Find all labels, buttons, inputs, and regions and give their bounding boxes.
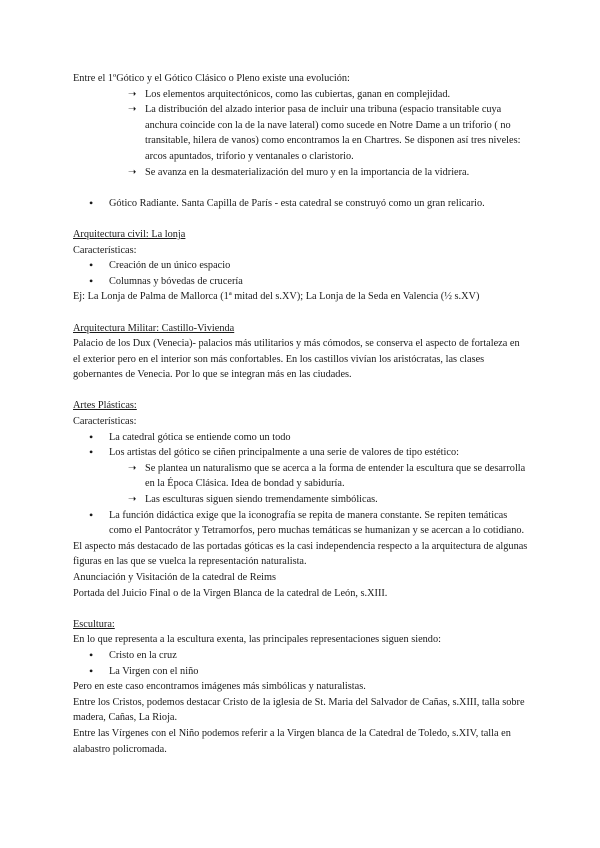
characteristics-label: Características:: [73, 416, 137, 428]
military-paragraph: Palacio de los Dux (Venecia)- palacios más utilitarios y más cómodos, se conserva el aspecto de fortaleza en el exterior pero en el interior son más confortables. En los castillos vivían los aristócratas, las clases gobernantes de Venecia. Por lo que se integran más en las ciudades.: [73, 338, 520, 381]
list-item: • Cristo en la cruz: [73, 648, 529, 664]
intro-paragraph: Entre el 1ºGótico y el Gótico Clásico o Pleno existe una evolución:: [73, 73, 350, 84]
reims-paragraph: Anunciación y Visitación de la catedral de Reims: [73, 572, 277, 583]
cristos-paragraph: Entre los Cristos, podemos destacar Cristo de la iglesia de St. Maria del Salvador de Cañas, s.XIII, talla sobre madera, Cañas, La Rioja.: [73, 696, 525, 724]
leon-paragraph: Portada del Juicio Final o de la Virgen Blanca de la catedral de León, s.XIII.: [73, 587, 388, 599]
list-item: [73, 445, 529, 507]
list-item: • Creación de un único espacio: [73, 258, 529, 274]
list-item: ➝ La distribución del alzado interior pasa de incluir una tribuna (espacio transitable cuya anchura coincide con la de la nave lateral) como sucede en Notre Dame a un triforio ( no transitable, hilera de vanos) como encontramos la en Chartres. Se disponen así tres niveles: arcos apuntados, triforio y ventanales o claristorio.: [73, 102, 529, 164]
civil-example: Ej: La Lonja de Palma de Mallorca (1ª mitad del s.XV); La Lonja de la Seda en Valencia (½ s.XV): [73, 291, 480, 303]
radiant-gothic-list: [73, 196, 529, 212]
sculpture-list: [73, 648, 529, 679]
sculpture-heading: Escultura:: [73, 618, 115, 630]
document-body: [73, 71, 529, 757]
list-item: • La Virgen con el niño: [73, 664, 529, 680]
list-item: ➝ Se avanza en la desmaterialización del muro y en la importancia de la vidriera.: [73, 165, 529, 181]
civil-characteristics-list: [73, 258, 529, 289]
evolution-list: [73, 87, 529, 181]
military-architecture-heading: Arquitectura Militar: Castillo-Vivienda: [73, 322, 235, 334]
portals-paragraph: El aspecto más destacado de las portadas góticas es la casi independencia respecto a la arquitectura de algunas figuras en las que se vuelca la representación naturalista.: [73, 540, 528, 568]
list-item: • Gótico Radiante. Santa Capilla de París - esta catedral se construyó como un gran relicario.: [73, 196, 529, 212]
list-item: ➝ Las esculturas siguen siendo tremendamente simbólicas.: [109, 492, 529, 508]
list-item: • La función didáctica exige que la iconografía se repita de manera constante. Se repiten temáticas como el Pantocrátor y Tetramorfos, pero muchas temáticas se humanizan y se acercan a lo cotidiano.: [73, 508, 529, 539]
list-item-text: Los artistas del gótico se ciñen principalmente a una serie de valores de tipo estético:: [109, 447, 459, 459]
sculpture-paragraph: Pero en este caso encontramos imágenes más simbólicas y naturalistas.: [73, 681, 366, 693]
list-item: ➝ Los elementos arquitectónicos, como las cubiertas, ganan en complejidad.: [73, 87, 529, 103]
aesthetic-values-list: [109, 461, 529, 508]
plastic-arts-heading: Artes Plásticas:: [73, 400, 137, 412]
virgenes-paragraph: Entre las Vírgenes con el Niño podemos referir a la Virgen blanca de la Catedral de Toledo, s.XIV, talla en alabastro policromada.: [73, 727, 511, 755]
list-item: • La catedral gótica se entiende como un todo: [73, 430, 529, 446]
plastic-arts-list: [73, 430, 529, 539]
sculpture-intro: En lo que representa a la escultura exenta, las principales representaciones siguen siendo:: [73, 634, 441, 646]
civil-architecture-heading: Arquitectura civil: La lonja: [73, 228, 186, 240]
characteristics-label: Características:: [73, 244, 137, 256]
list-item: • Columnas y bóvedas de crucería: [73, 274, 529, 290]
list-item: ➝ Se plantea un naturalismo que se acerca a la forma de entender la escultura que se desarrolla en la Época Clásica. Idea de bondad y sabiduría.: [109, 461, 529, 492]
